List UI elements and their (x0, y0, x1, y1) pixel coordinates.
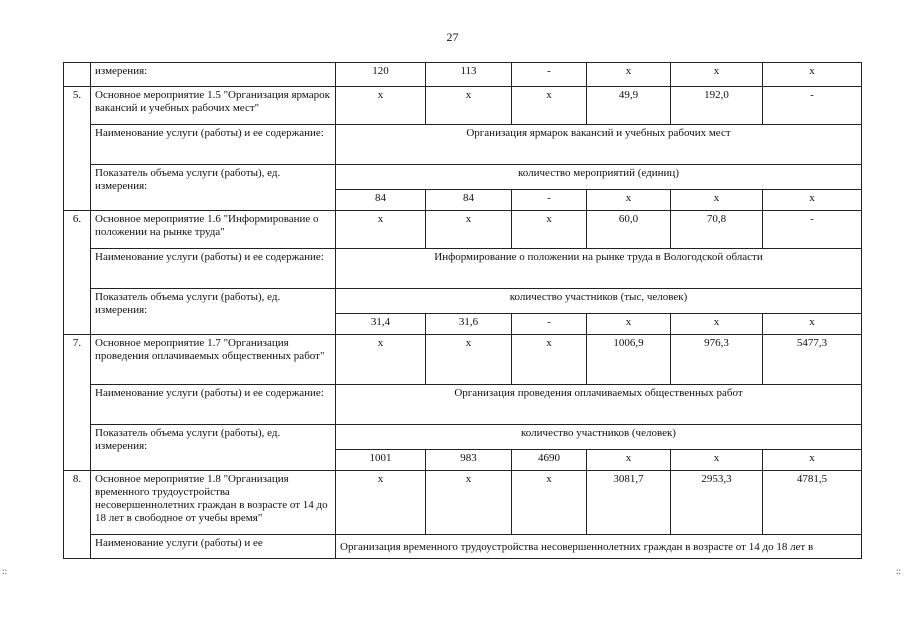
table-row (64, 165, 862, 190)
value-cell: x (426, 211, 512, 249)
value-cell: 976,3 (671, 335, 763, 385)
indicator-value: x (763, 314, 862, 335)
row-label: измерения: (91, 63, 336, 87)
indicator-text: количество участников (человек) (336, 425, 862, 450)
value-cell: 113 (426, 63, 512, 87)
row-number: 7. (64, 335, 91, 471)
value-cell: - (512, 63, 587, 87)
value-cell: 192,0 (671, 87, 763, 125)
indicator-value: x (671, 314, 763, 335)
indicator-value: 983 (426, 450, 512, 471)
indicator-value: 84 (336, 190, 426, 211)
indicator-value: x (763, 190, 862, 211)
table-row (64, 471, 862, 535)
row-number: 8. (64, 471, 91, 559)
table-row (64, 211, 862, 249)
value-cell: - (763, 87, 862, 125)
value-cell: x (336, 335, 426, 385)
value-cell: x (426, 471, 512, 535)
row-number: 6. (64, 211, 91, 335)
activity-title: Основное мероприятие 1.8 "Организация временного трудоустройства несовершеннолетних граждан в возрасте от 14 до 18 лет в свободное от учебы время" (91, 471, 336, 535)
value-cell: x (671, 63, 763, 87)
table-row (64, 125, 862, 165)
service-label: Наименование услуги (работы) и ее содержание: (91, 385, 336, 425)
indicator-text: количество участников (тыс, человек) (336, 289, 862, 314)
table-row (64, 249, 862, 289)
value-cell: - (763, 211, 862, 249)
indicator-value: 1001 (336, 450, 426, 471)
table-row (64, 425, 862, 450)
service-label: Наименование услуги (работы) и ее содержание: (91, 249, 336, 289)
value-cell: 60,0 (587, 211, 671, 249)
table-row (64, 335, 862, 385)
indicator-value: - (512, 190, 587, 211)
value-cell: x (426, 87, 512, 125)
value-cell: x (512, 335, 587, 385)
table-row (64, 87, 862, 125)
value-cell: x (336, 471, 426, 535)
indicator-label: Показатель объема услуги (работы), ед. измерения: (91, 289, 336, 335)
value-cell: x (512, 211, 587, 249)
page-number: 27 (446, 30, 459, 44)
table-row (64, 385, 862, 425)
value-cell: 2953,3 (671, 471, 763, 535)
activity-title: Основное мероприятие 1.6 "Информирование о положении на рынке труда" (91, 211, 336, 249)
left-edge-mark: :: (2, 566, 8, 576)
value-cell: 120 (336, 63, 426, 87)
value-cell: x (512, 87, 587, 125)
row-number: 5. (64, 87, 91, 211)
indicator-value: x (587, 190, 671, 211)
value-cell: 4781,5 (763, 471, 862, 535)
activity-title: Основное мероприятие 1.5 "Организация ярмарок вакансий и учебных рабочих мест" (91, 87, 336, 125)
indicator-label: Показатель объема услуги (работы), ед. измерения: (91, 165, 336, 211)
indicator-value: - (512, 314, 587, 335)
value-cell: x (587, 63, 671, 87)
value-cell: 3081,7 (587, 471, 671, 535)
service-text: Организация проведения оплачиваемых общественных работ (336, 385, 862, 425)
indicator-value: 4690 (512, 450, 587, 471)
indicator-value: x (671, 450, 763, 471)
service-text: Информирование о положении на рынке труда в Вологодской области (336, 249, 862, 289)
indicator-value: 31,6 (426, 314, 512, 335)
value-cell: 49,9 (587, 87, 671, 125)
indicator-text: количество мероприятий (единиц) (336, 165, 862, 190)
indicator-value: x (763, 450, 862, 471)
value-cell: 5477,3 (763, 335, 862, 385)
indicator-value: x (587, 450, 671, 471)
activity-title: Основное мероприятие 1.7 "Организация проведения оплачиваемых общественных работ" (91, 335, 336, 385)
service-text: Организация ярмарок вакансий и учебных рабочих мест (336, 125, 862, 165)
table-row (64, 289, 862, 314)
table-row (64, 535, 862, 559)
service-label: Наименование услуги (работы) и ее содержание: (91, 125, 336, 165)
value-cell: x (426, 335, 512, 385)
value-cell: x (763, 63, 862, 87)
right-edge-mark: :: (896, 566, 902, 576)
value-cell: x (336, 211, 426, 249)
value-cell: 1006,9 (587, 335, 671, 385)
activities-table (63, 62, 862, 559)
indicator-value: 84 (426, 190, 512, 211)
value-cell: 70,8 (671, 211, 763, 249)
row-number (64, 63, 91, 87)
service-label: Наименование услуги (работы) и ее (91, 535, 336, 559)
service-text: Организация временного трудоустройства несовершеннолетних граждан в возрасте от 14 до 18 лет в (336, 535, 862, 559)
table-row (64, 63, 862, 87)
indicator-value: x (587, 314, 671, 335)
value-cell: x (512, 471, 587, 535)
value-cell: x (336, 87, 426, 125)
indicator-value: x (671, 190, 763, 211)
indicator-label: Показатель объема услуги (работы), ед. измерения: (91, 425, 336, 471)
indicator-value: 31,4 (336, 314, 426, 335)
